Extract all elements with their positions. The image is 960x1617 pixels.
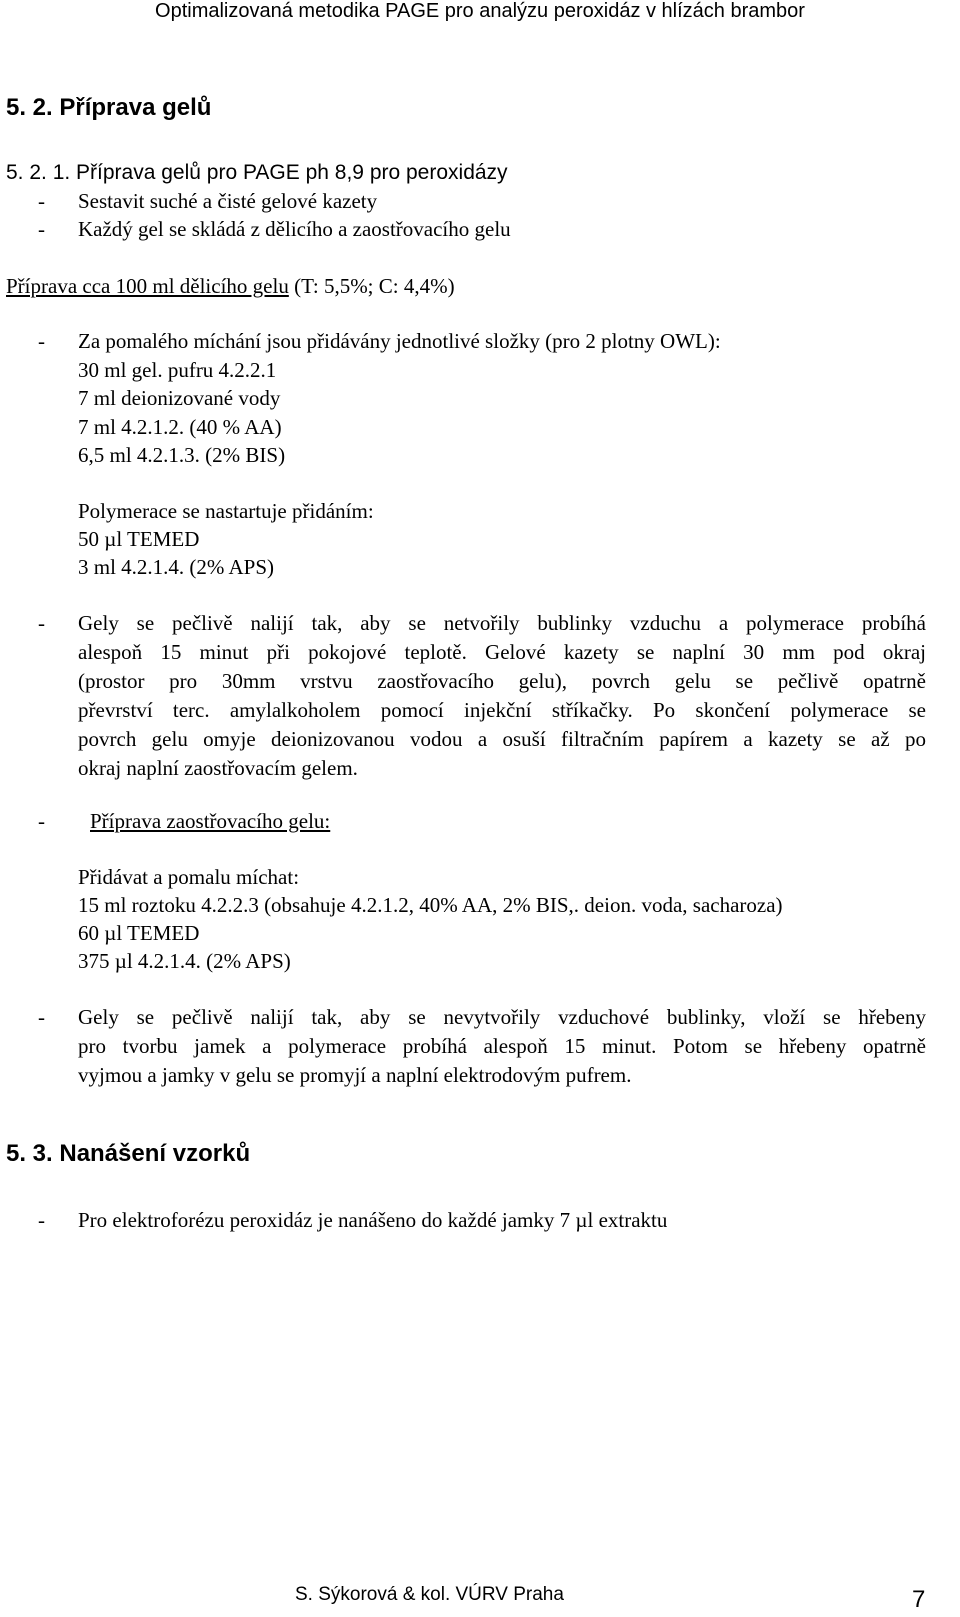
- paragraph-line: Gely se pečlivě nalijí tak, aby se nevytvořily vzduchové bublinky, vloží se hřebeny: [78, 1005, 926, 1029]
- list-item: 30 ml gel. pufru 4.2.2.1: [78, 358, 277, 382]
- paragraph-line: okraj naplní zaostřovacím gelem.: [78, 756, 358, 780]
- list-item: 60 µl TEMED: [78, 921, 200, 945]
- stacking-gel-title-underlined: Příprava zaostřovacího gelu:: [90, 809, 331, 833]
- section-heading-5-3: 5. 3. Nanášení vzorků: [6, 1140, 251, 1167]
- bullet-marker: -: [38, 217, 45, 241]
- running-header: Optimalizovaná metodika PAGE pro analýzu peroxidáz v hlízách brambor: [155, 0, 805, 22]
- paragraph-line: alespoň 15 minut při pokojové teplotě. Gelové kazety se naplní 30 mm pod okraj: [78, 640, 926, 664]
- list-item: Každý gel se skládá z dělicího a zaostřovacího gelu: [78, 217, 511, 241]
- subsection-heading-5-2-1: 5. 2. 1. Příprava gelů pro PAGE ph 8,9 pro peroxidázy: [6, 161, 508, 184]
- mix-label: Přidávat a pomalu míchat:: [78, 865, 300, 889]
- list-item: 7 ml 4.2.1.2. (40 % AA): [78, 415, 282, 439]
- list-item: 3 ml 4.2.1.4. (2% APS): [78, 555, 275, 579]
- separating-gel-intro: Za pomalého míchání jsou přidávány jednotlivé složky (pro 2 plotny OWL):: [78, 329, 721, 353]
- paragraph-line: Gely se pečlivě nalijí tak, aby se netvořily bublinky vzduchu a polymerace probíhá: [78, 611, 926, 635]
- bullet-marker: -: [38, 189, 45, 213]
- list-item: 375 µl 4.2.1.4. (2% APS): [78, 949, 291, 973]
- list-item: Sestavit suché a čisté gelové kazety: [78, 189, 378, 213]
- bullet-marker: -: [38, 809, 45, 833]
- separating-gel-title: [6, 272, 455, 300]
- list-item: Pro elektroforézu peroxidáz je nanášeno do každé jamky 7 µl extraktu: [78, 1208, 668, 1232]
- stacking-gel-paragraph: [78, 1003, 926, 1090]
- list-item: 15 ml roztoku 4.2.2.3 (obsahuje 4.2.1.2, 40% AA, 2% BIS,. deion. voda, sacharoza): [78, 893, 783, 917]
- list-item: 7 ml deionizované vody: [78, 386, 281, 410]
- paragraph-line: (prostor pro 30mm vrstvu zaostřovacího gelu), povrch gelu se pečlivě opatrně: [78, 669, 926, 693]
- footer-author: S. Sýkorová & kol. VÚRV Praha: [295, 1584, 564, 1605]
- bullet-marker: -: [38, 611, 45, 635]
- bullet-marker: -: [38, 329, 45, 353]
- bullet-marker: -: [38, 1208, 45, 1232]
- section-heading-5-2: 5. 2. Příprava gelů: [6, 94, 212, 121]
- bullet-marker: -: [38, 1005, 45, 1029]
- paragraph-line: vyjmou a jamky v gelu se promyjí a naplní elektrodovým pufrem.: [78, 1063, 632, 1087]
- separating-gel-title-underlined: Příprava cca 100 ml dělicího gelu: [6, 274, 289, 298]
- list-item: 6,5 ml 4.2.1.3. (2% BIS): [78, 443, 286, 467]
- separating-gel-concentration: (T: 5,5%; C: 4,4%): [288, 274, 455, 298]
- paragraph-line: pro tvorbu jamek a polymerace probíhá alespoň 15 minut. Potom se hřebeny opatrně: [78, 1034, 926, 1058]
- paragraph-line: povrch gelu omyje deionizovanou vodou a osuší filtračním papírem a kazety se až po: [78, 727, 926, 751]
- list-item: 50 µl TEMED: [78, 527, 200, 551]
- stacking-gel-title: [78, 807, 330, 835]
- page-number: 7: [912, 1586, 926, 1613]
- polymerization-label: Polymerace se nastartuje přidáním:: [78, 499, 374, 523]
- separating-gel-paragraph: [78, 609, 926, 783]
- paragraph-line: převrství terc. amylalkoholem pomocí injekční stříkačky. Po skončení polymerace se: [78, 698, 926, 722]
